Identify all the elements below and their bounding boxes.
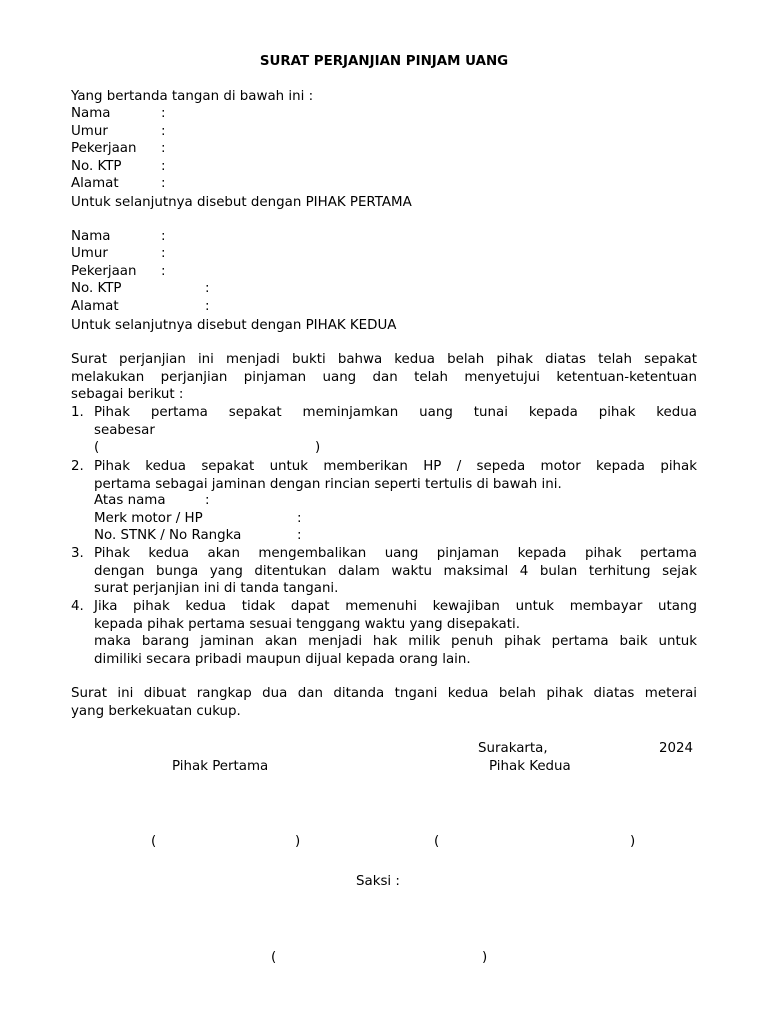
witness-label: Saksi : — [356, 874, 400, 889]
party1-age-label: Umur — [71, 124, 108, 139]
closing-paragraph — [71, 685, 697, 720]
party2-signature-label: Pihak Kedua — [489, 759, 571, 774]
list-item-number: 2. — [71, 459, 84, 474]
signature-place: Surakarta, — [478, 741, 548, 756]
party1-name-colon: : — [161, 106, 166, 121]
agreement-line: Surat perjanjian ini menjadi bukti bahwa kedua belah pihak diatas telah sepakat — [71, 352, 697, 367]
list-item-line: Pihak kedua sepakat untuk memberikan HP / sepeda motor kepada pihak — [94, 459, 697, 474]
list-item-number: 4. — [71, 599, 84, 614]
party1-job-colon: : — [161, 141, 166, 156]
list-item-number: 3. — [71, 546, 84, 561]
collateral-stnk-label: No. STNK / No Rangka — [94, 528, 242, 543]
party2-name-label: Nama — [71, 229, 111, 244]
party1-job-label: Pekerjaan — [71, 141, 137, 156]
list-item-line: pertama sebagai jaminan dengan rincian seperti tertulis di bawah ini. — [94, 476, 562, 492]
closing-line: yang berkekuatan cukup. — [71, 703, 241, 719]
party2-job-colon: : — [161, 264, 166, 279]
party1-name-label: Nama — [71, 106, 111, 121]
party2-job-label: Pekerjaan — [71, 264, 137, 279]
list-item-body — [94, 545, 697, 598]
list-item-line: Pihak kedua akan mengembalikan uang pinjaman kepada pihak pertama — [94, 546, 697, 561]
signature-year: 2024 — [659, 741, 694, 756]
list-item-line: seabesar — [94, 422, 155, 438]
party1-ktp-colon: : — [161, 159, 166, 174]
party1-age-colon: : — [161, 124, 166, 139]
list-item-body — [94, 404, 697, 439]
list-item-line: Jika pihak kedua tidak dapat memenuhi kewajiban untuk membayar utang — [94, 599, 697, 614]
collateral-owner-label: Atas nama — [94, 493, 166, 508]
party1-signature-open: ( — [151, 834, 157, 849]
party1-address-colon: : — [161, 176, 166, 191]
collateral-brand-label: Merk motor / HP — [94, 511, 203, 526]
witness-signature-close: ) — [482, 950, 488, 965]
party2-closing: Untuk selanjutnya disebut dengan PIHAK KEDUA — [71, 318, 397, 333]
party2-age-label: Umur — [71, 246, 108, 261]
agreement-paragraph — [71, 351, 697, 404]
list-item-line: dengan bunga yang ditentukan dalam waktu maksimal 4 bulan terhitung sejak — [94, 563, 697, 579]
party1-ktp-label: No. KTP — [71, 159, 122, 174]
party1-signature-close: ) — [295, 834, 301, 849]
agreement-line: sebagai berikut : — [71, 387, 184, 402]
party2-ktp-label: No. KTP — [71, 281, 122, 296]
list-item-line: surat perjanjian ini di tanda tangani. — [94, 581, 339, 596]
party2-name-colon: : — [161, 229, 166, 244]
party1-signature-label: Pihak Pertama — [172, 759, 269, 774]
collateral-brand-colon: : — [297, 511, 302, 526]
document-title: SURAT PERJANJIAN PINJAM UANG — [259, 54, 509, 69]
party1-closing: Untuk selanjutnya disebut dengan PIHAK PERTAMA — [71, 195, 412, 210]
list-item-line: dimiliki secara pribadi maupun dijual kepada orang lain. — [94, 651, 471, 667]
party2-ktp-colon: : — [205, 281, 210, 296]
party2-address-label: Alamat — [71, 299, 119, 314]
collateral-stnk-colon: : — [297, 528, 302, 543]
list-item-line: Pihak pertama sepakat meminjamkan uang tunai kepada pihak kedua — [94, 405, 697, 420]
amount-bracket-close: ) — [315, 440, 321, 455]
party2-address-colon: : — [205, 299, 210, 314]
list-item-body — [94, 598, 697, 668]
list-item-line: maka barang jaminan akan menjadi hak milik penuh pihak pertama baik untuk — [94, 634, 697, 649]
party2-signature-open: ( — [434, 834, 440, 849]
party1-address-label: Alamat — [71, 176, 119, 191]
closing-line: Surat ini dibuat rangkap dua dan ditanda tngani kedua belah pihak diatas meterai — [71, 686, 697, 701]
list-item-body — [94, 458, 697, 493]
list-item-number: 1. — [71, 405, 84, 420]
intro-text: Yang bertanda tangan di bawah ini : — [71, 89, 314, 104]
witness-signature-open: ( — [271, 950, 277, 965]
amount-bracket-open: ( — [94, 440, 100, 455]
party2-age-colon: : — [161, 246, 166, 261]
collateral-owner-colon: : — [205, 493, 210, 508]
list-item-line: kepada pihak pertama sesuai tenggang waktu yang disepakati. — [94, 616, 520, 632]
agreement-line: melakukan perjanjian pinjaman uang dan telah menyetujui ketentuan-ketentuan — [71, 369, 697, 385]
party2-signature-close: ) — [630, 834, 636, 849]
